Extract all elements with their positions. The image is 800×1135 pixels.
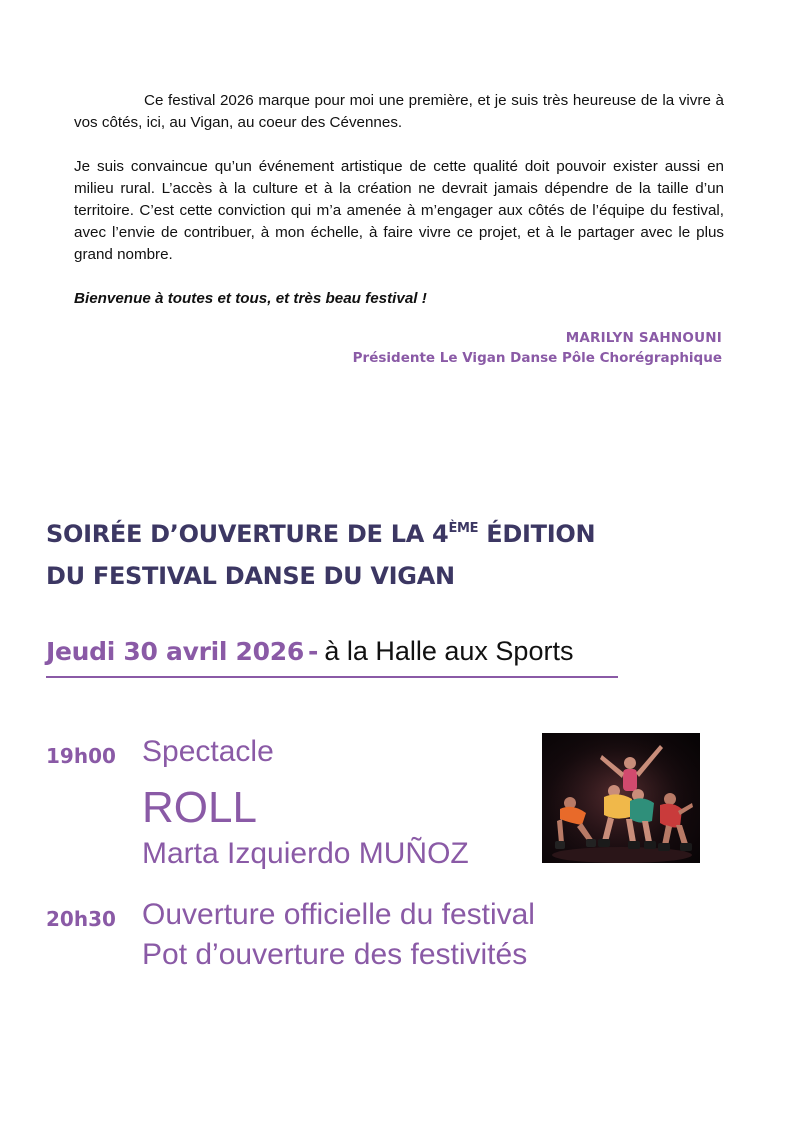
event-date: Jeudi 30 avril 2026 bbox=[46, 637, 304, 666]
dancers-illustration bbox=[542, 733, 700, 863]
event-title-line-1-end: ÉDITION bbox=[478, 520, 596, 548]
choreographer: Marta Izquierdo MUÑOZ bbox=[142, 837, 469, 870]
program-category: Spectacle bbox=[142, 735, 274, 768]
show-title: ROLL bbox=[142, 783, 257, 832]
signature-block bbox=[353, 328, 722, 368]
letter-paragraph-2: Je suis convaincue qu’un événement artistique de cette qualité doit pouvoir exister aussi en milieu rural. L’accès à la culture et à la création ne devrait jamais dépendre de la taille d’un territoire. C’est cette conviction qui m’a amenée à m’engager aux côtés de l’équipe du festival, avec l’envie de contribuer, à mon échelle, à faire vivre ce projet, et à le partager avec le plus grand nombre. bbox=[74, 158, 724, 263]
event-title bbox=[46, 508, 746, 597]
event-title-line-1 bbox=[46, 508, 746, 555]
program-time: 20h30 bbox=[46, 907, 116, 931]
presidential-letter bbox=[74, 90, 724, 320]
program-line-2: Pot d’ouverture des festivités bbox=[142, 938, 528, 971]
date-separator: - bbox=[307, 637, 319, 666]
event-date-line bbox=[46, 636, 618, 678]
letter-closing: Bienvenue à toutes et tous, et très beau festival ! bbox=[74, 290, 427, 307]
event-title-line-2: DU FESTIVAL DANSE DU VIGAN bbox=[46, 562, 455, 590]
program-line-1: Ouverture officielle du festival bbox=[142, 898, 535, 931]
event-title-line-1-start: SOIRÉE D’OUVERTURE DE LA 4 bbox=[46, 520, 449, 548]
event-place: à la Halle aux Sports bbox=[324, 636, 574, 666]
signature-role: Présidente Le Vigan Danse Pôle Chorégraphique bbox=[352, 350, 722, 366]
dance-performance-photo bbox=[542, 733, 700, 863]
program-time: 19h00 bbox=[46, 744, 116, 768]
edition-superscript: ÈME bbox=[448, 521, 479, 536]
signature-name: MARILYN SAHNOUNI bbox=[565, 330, 722, 346]
letter-paragraph-1: Ce festival 2026 marque pour moi une première, et je suis très heureuse de la vivre à vos côtés, ici, au Vigan, au coeur des Cévennes. bbox=[74, 92, 724, 131]
